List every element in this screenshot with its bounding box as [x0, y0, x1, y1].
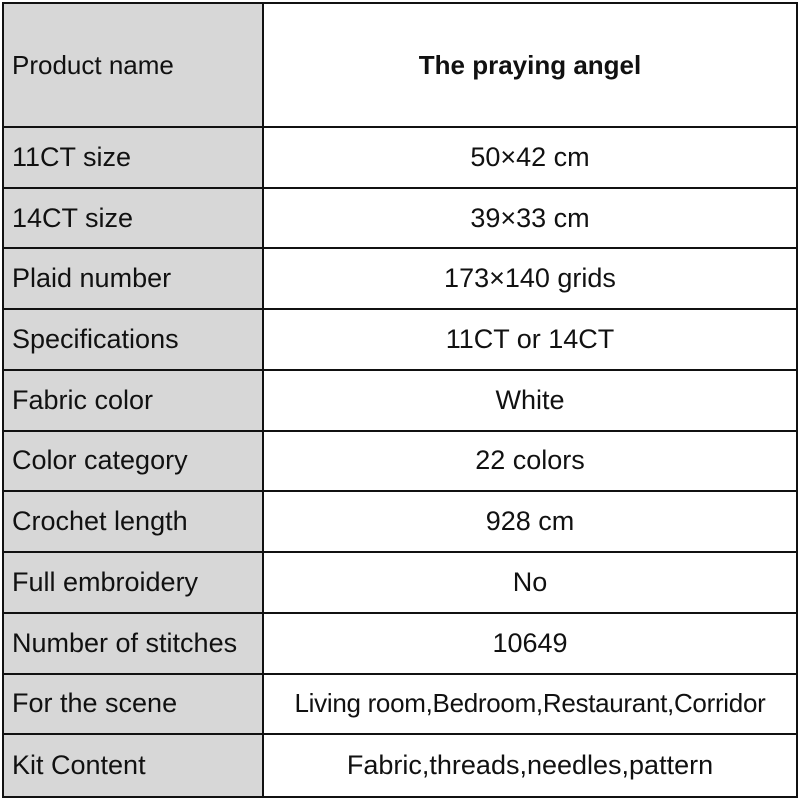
row-value-color-category: 22 colors [264, 432, 796, 493]
row-label-fabric-color: Fabric color [4, 371, 264, 432]
row-value-kit-content: Fabric,threads,needles,pattern [346, 750, 714, 781]
row-label-full-embroidery: Full embroidery [4, 553, 264, 614]
row-label-kit-content: Kit Content [4, 735, 264, 796]
row-value-for-the-scene: Living room,Bedroom,Restaurant,Corridor [264, 675, 796, 736]
product-name-label: Product name [4, 4, 264, 128]
row-label-color-category: Color category [4, 432, 264, 493]
row-label-11ct-size: 11CT size [4, 128, 264, 189]
product-spec-table [2, 2, 798, 798]
row-label-14ct-size: 14CT size [4, 189, 264, 250]
row-value-14ct-size: 39×33 cm [264, 189, 796, 250]
row-value-plaid-number: 173×140 grids [264, 249, 796, 310]
product-name-value: The praying angel [264, 4, 796, 128]
row-value-full-embroidery: No [264, 553, 796, 614]
row-label-for-the-scene: For the scene [4, 675, 264, 736]
row-label-crochet-length: Crochet length [4, 492, 264, 553]
row-value-number-of-stitches: 10649 [264, 614, 796, 675]
row-value-fabric-color: White [264, 371, 796, 432]
row-label-specifications: Specifications [4, 310, 264, 371]
row-value-specifications: 11CT or 14CT [264, 310, 796, 371]
row-value-11ct-size: 50×42 cm [264, 128, 796, 189]
row-label-plaid-number: Plaid number [4, 249, 264, 310]
row-value-crochet-length: 928 cm [264, 492, 796, 553]
row-label-number-of-stitches: Number of stitches [4, 614, 264, 675]
